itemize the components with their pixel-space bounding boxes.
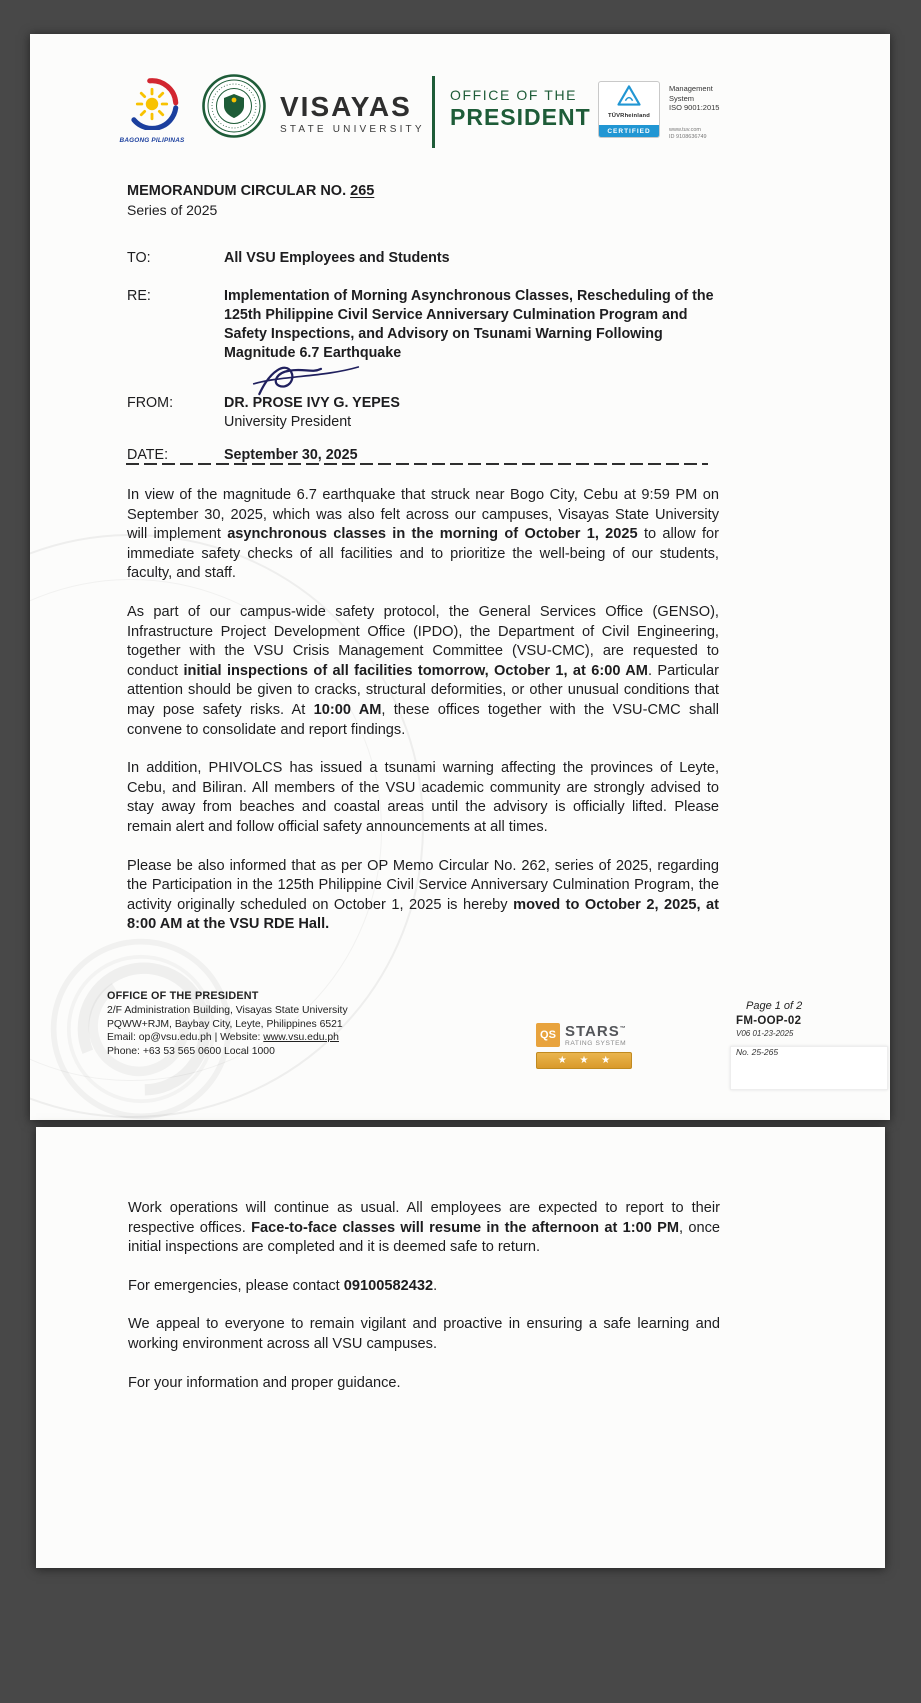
iso-system-label: System <box>669 93 695 103</box>
memo-body <box>127 486 719 954</box>
bagong-pilipinas-icon <box>123 78 181 130</box>
form-version: V06 01-23-2025 <box>736 1029 794 1038</box>
office-of-the-president-wordmark: OFFICE OF THE PRESIDENT <box>450 87 591 130</box>
bagong-pilipinas-label: BAGONG PILIPINAS <box>119 137 185 144</box>
body-paragraph: In view of the magnitude 6.7 earthquake that struck near Bogo City, Cebu at 9:59 PM on September 30, 2025, which was also felt across our campuses, Visayas State University will implement asynchronous classes in the morning of October 1, 2025 to allow for immediate safety checks of all facilities and to prioritize the well-being of our students, faculty, and staff. <box>127 487 720 582</box>
document-page-1 <box>30 34 890 1120</box>
from-name: DR. PROSE IVY G. YEPES <box>224 395 400 411</box>
body-paragraph: Work operations will continue as usual. All employees are expected to report to their respective offices. Face-to-face classes will resume in the afternoon at 1:00 PM, once initial inspections are completed and it is deemed safe to return. <box>128 1200 721 1256</box>
memo-title: MEMORANDUM CIRCULAR NO. 265 <box>127 183 375 199</box>
qs-stars-badge <box>536 1022 640 1069</box>
memo-fields <box>127 249 727 484</box>
qs-stars-rating-icon: ★ ★ ★ <box>536 1052 632 1069</box>
footer-contact-line: Email: op@vsu.edu.ph | Website: www.vsu.edu.ph <box>107 1032 339 1044</box>
body-paragraph: In addition, PHIVOLCS has issued a tsunami warning affecting the provinces of Leyte, Cebu, and Biliran. All members of the VSU academic community are strongly advised to stay away from beaches and coastal areas until the advisory is officially lifted. Please remain alert and follow official safety announcements at all times. <box>127 760 719 835</box>
tuv-url: www.tuv.com <box>669 126 701 133</box>
tuv-id: ID 9108636749 <box>669 133 707 140</box>
to-row <box>127 249 727 268</box>
qs-stars-label: STARS™ <box>565 1023 627 1040</box>
university-subtitle: STATE UNIVERSITY <box>280 124 425 135</box>
from-row <box>127 394 727 432</box>
tuv-certification-badge <box>598 81 660 138</box>
footer-address-line-1: 2/F Administration Building, Visayas State University <box>107 1004 348 1016</box>
qs-rating-system-label: RATING SYSTEM <box>565 1040 627 1047</box>
from-title: University President <box>224 414 352 430</box>
to-label: TO: <box>127 250 151 266</box>
re-label: RE: <box>127 288 151 304</box>
signature <box>250 360 362 402</box>
document-page-2 <box>36 1127 885 1568</box>
tuv-registry-info <box>669 127 719 141</box>
iso-standard-label: ISO 9001:2015 <box>669 103 720 112</box>
vsu-seal-logo <box>202 74 266 138</box>
footer-address-line-2: PQWW+RJM, Baybay City, Leyte, Philippines 6521 <box>107 1018 343 1030</box>
re-value: Implementation of Morning Asynchronous Classes, Rescheduling of the 125th Philippine Civil Service Anniversary Culmination Program and Safety Inspections, and Advisory on Tsunami Warning Following Magnitude 6.7 Earthquake <box>224 288 714 361</box>
memo-body-continued <box>128 1199 720 1412</box>
vsu-seal-icon <box>202 74 266 138</box>
date-label: DATE: <box>127 447 169 463</box>
section-divider <box>126 463 708 465</box>
body-paragraph: For your information and proper guidance. <box>128 1374 401 1391</box>
header-divider <box>432 76 435 148</box>
tuv-certified-label: CERTIFIED <box>599 125 659 137</box>
date-value: September 30, 2025 <box>224 447 358 463</box>
to-value: All VSU Employees and Students <box>224 250 450 266</box>
page-number: Page 1 of 2 <box>746 1000 803 1012</box>
re-row <box>127 287 727 363</box>
memo-number: 265 <box>350 183 375 199</box>
tuv-triangle-icon <box>617 85 641 106</box>
body-paragraph: We appeal to everyone to remain vigilant and proactive in ensuring a safe learning and working environment across all VSU campuses. <box>128 1316 720 1352</box>
footer-phone-line: Phone: +63 53 565 0600 Local 1000 <box>107 1046 275 1058</box>
from-value <box>224 394 727 432</box>
bagong-pilipinas-logo <box>116 78 188 144</box>
from-label: FROM: <box>127 395 174 411</box>
footer-office-title: OFFICE OF THE PRESIDENT <box>107 990 259 1002</box>
body-paragraph: Please be also informed that as per OP Memo Circular No. 262, series of 2025, regarding the Participation in the 125th Philippine Civil Service Anniversary Culmination Program, the activity originally scheduled on October 1, 2025 is hereby moved to October 2, 2025, at 8:00 AM at the VSU RDE Hall. <box>127 857 719 933</box>
qs-logo: QS <box>536 1023 560 1047</box>
body-paragraph: As part of our campus-wide safety protocol, the General Services Office (GENSO), Infrastructure Project Development Office (IPDO), the Department of Civil Engineering, together with the VSU Crisis Management Committee (VSU-CMC), are requested to conduct initial inspections of all facilities tomorrow, October 1, at 6:00 AM. Particular attention should be given to cracks, structural deformities, or other unusual conditions that may pose safety risks. At 10:00 AM, these offices together with the VSU-CMC shall convene to consolidate and report findings. <box>127 603 720 738</box>
memo-heading <box>127 183 374 218</box>
university-wordmark <box>280 92 425 135</box>
document-number: No. 25-265 <box>736 1047 779 1057</box>
footer-form-info <box>736 1000 886 1057</box>
university-name: VISAYAS <box>280 91 412 122</box>
website-link: www.vsu.edu.ph <box>263 1032 339 1044</box>
iso-certification-text <box>669 84 719 141</box>
footer-address-block <box>107 990 348 1059</box>
body-paragraph: For emergencies, please contact 09100582432. <box>128 1277 438 1294</box>
form-code: FM-OOP-02 <box>736 1015 802 1027</box>
tuv-brand-label: TÜVRheinland <box>607 112 650 119</box>
iso-management-label: Management <box>669 84 713 93</box>
memo-series: Series of 2025 <box>127 202 218 218</box>
